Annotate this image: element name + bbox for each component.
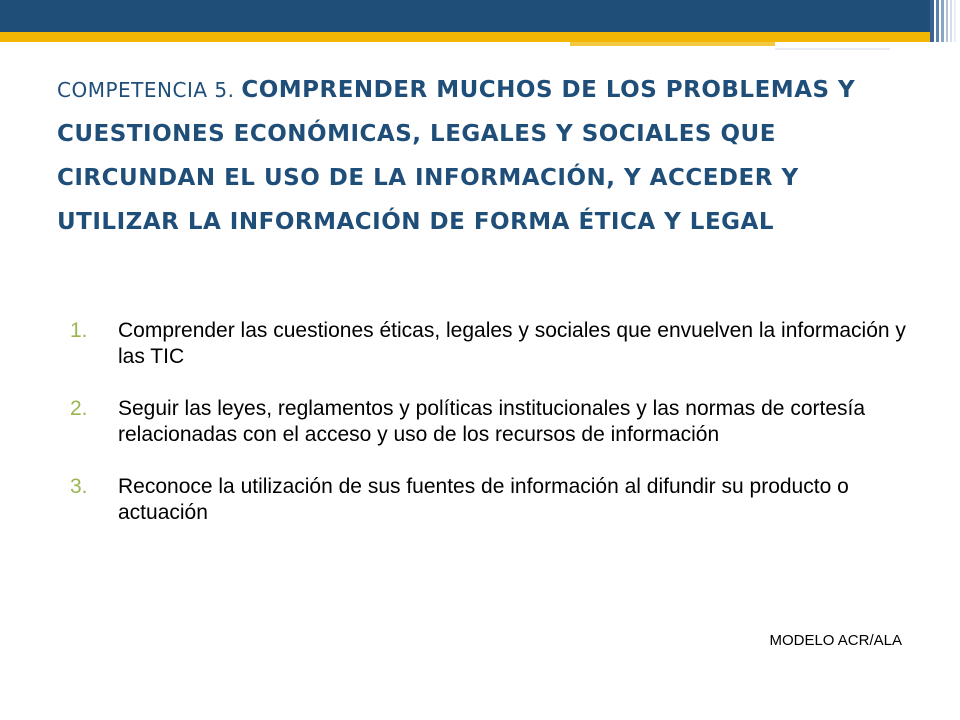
list-item	[70, 396, 910, 448]
list-item	[70, 318, 910, 370]
list-item	[70, 474, 910, 526]
header-stripe	[946, 0, 948, 42]
header-stripe	[941, 0, 944, 42]
list-item-text: Reconoce la utilización de sus fuentes de información al difundir su producto o actuación	[118, 475, 849, 524]
slide-title-rest: COMPRENDER MUCHOS DE LOS PROBLEMAS Y CUESTIONES ECONÓMICAS, LEGALES Y SOCIALES QUE CIRCUNDAN EL USO DE LA INFORMACIÓN, Y ACCEDER Y UTILIZAR LA INFORMACIÓN DE FORMA ÉTICA Y LEGAL	[57, 77, 856, 235]
list-item-number: 3.	[70, 475, 88, 498]
list-item-text: Comprender las cuestiones éticas, legales y sociales que envuelven la información y las TIC	[118, 319, 906, 368]
list-item-text: Seguir las leyes, reglamentos y políticas institucionales y las normas de cortesía relacionadas con el acceso y uso de los recursos de información	[118, 397, 866, 446]
slide-title-lead: COMPETENCIA 5.	[57, 78, 242, 102]
header-band-blue	[0, 0, 930, 32]
header-stripe	[936, 0, 939, 42]
header-band-gold-accent	[570, 42, 775, 46]
header-band-light-line	[775, 48, 890, 50]
header-stripe	[950, 0, 952, 42]
header-band-gold	[0, 32, 930, 42]
list-item-number: 2.	[70, 397, 88, 420]
header-band-stripes	[930, 0, 960, 720]
header-stripe	[954, 0, 956, 42]
header-stripe	[930, 0, 934, 42]
slide-title	[57, 68, 907, 244]
source-label: MODELO ACR/ALA	[769, 632, 902, 649]
competency-list	[70, 318, 910, 552]
list-item-number: 1.	[70, 319, 88, 342]
